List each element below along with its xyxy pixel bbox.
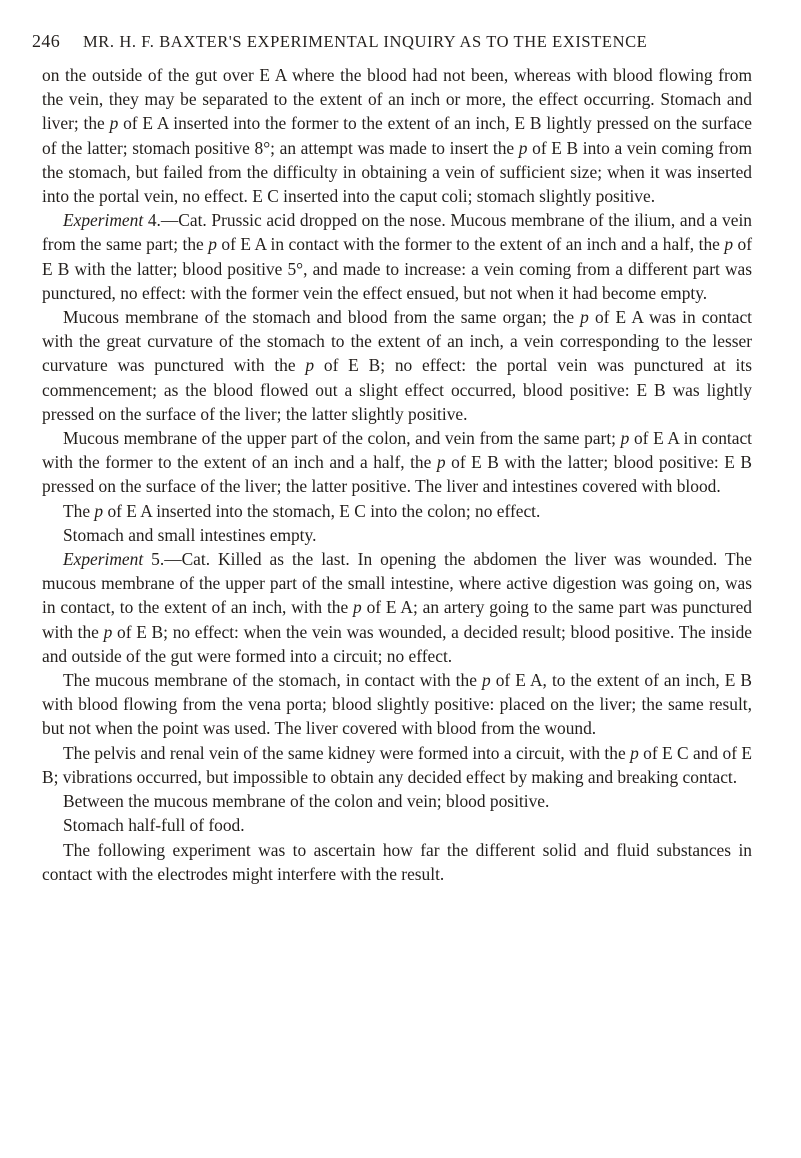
text-run: of E A; an artery going to the same part was punctured with the xyxy=(42,597,752,642)
paragraph xyxy=(42,547,752,668)
italic-text: p xyxy=(620,428,630,449)
text-run: of E B; no effect: when the vein was wounded, a decided result; blood positive. The inside and outside of the gut were formed into a circuit; no effect. xyxy=(42,621,753,666)
text-run: of E B with the latter; blood positive 5°, and made to increase: a vein coming from a different part was punctured, no effect: with the former vein the effect ensued, but not when it had become empty. xyxy=(42,234,752,303)
text-run: The mucous membrane of the stomach, in contact with the xyxy=(63,670,482,691)
paragraph xyxy=(42,426,752,499)
italic-text: p xyxy=(94,500,104,521)
paragraph xyxy=(42,789,752,813)
running-title: MR. H. F. BAXTER'S EXPERIMENTAL INQUIRY AS TO THE EXISTENCE xyxy=(83,32,648,51)
text-run: of E A inserted into the stomach, E C into the colon; no effect. xyxy=(103,500,541,521)
italic-text: p xyxy=(208,234,217,255)
text-run: on the outside of the gut over E A where the blood had not been, whereas with blood flowing from the vein, they may be separated to the extent of an inch or more, the effect occurring. Stomach and liver; the xyxy=(42,65,752,134)
body-text xyxy=(42,63,752,886)
text-run: Mucous membrane of the stomach and blood from the same organ; the xyxy=(63,307,581,328)
text-run: of E A inserted into the former to the extent of an inch, E B lightly pressed on the surface of the latter; stomach positive 8°; an attempt was made to insert the xyxy=(42,113,752,158)
text-run: 5.—Cat. Killed as the last. In opening the abdomen the liver was wounded. The mucous membrane of the upper part of the small intestine, where active digestion was going on, was in contact, to the extent of an inch, with the xyxy=(42,549,752,618)
text-run: of E A, to the extent of an inch, E B with blood flowing from the vena porta; blood slightly positive: placed on the liver; the same result, but not when the point was used. The liver covered with blood from the wound. xyxy=(42,670,752,739)
italic-text: p xyxy=(481,670,491,691)
text-run: of E A in contact with the former to the extent of an inch and a half, the xyxy=(216,234,725,255)
paragraph xyxy=(42,499,752,523)
paragraph xyxy=(42,668,752,741)
paragraph xyxy=(42,813,752,837)
italic-text: Experiment xyxy=(63,549,144,570)
italic-text: p xyxy=(580,307,589,328)
paragraph xyxy=(42,208,752,305)
text-run: The xyxy=(63,500,95,521)
text-run: of E A was in contact with the great curvature of the stomach to the extent of an inch, a vein corresponding to the lesser curvature was punctured with the xyxy=(42,307,752,376)
page-number: 246 xyxy=(32,31,61,51)
italic-text: p xyxy=(630,742,639,763)
text-run: Between the mucous membrane of the colon and vein; blood positive. xyxy=(63,791,550,812)
text-run: of E A in contact with the former to the extent of an inch and a half, the xyxy=(42,428,752,473)
paragraph xyxy=(42,305,752,426)
text-run: Stomach half-full of food. xyxy=(63,815,245,836)
paragraph xyxy=(42,523,752,547)
text-run: Mucous membrane of the upper part of the colon, and vein from the same part; xyxy=(63,428,621,449)
italic-text: p xyxy=(724,234,734,255)
italic-text: p xyxy=(109,113,119,134)
text-run: of E C and of E B; vibrations occurred, but impossible to obtain any decided effect by making and breaking contact. xyxy=(42,742,753,787)
paragraph xyxy=(42,838,752,886)
paragraph xyxy=(42,63,752,208)
text-run: of E B; no effect: the portal vein was punctured at its commencement; as the blood flowed out a slight effect occurred, blood positive: E B was lightly pressed on the surface of the liver; the latter slightly positive. xyxy=(42,355,752,424)
text-run: of E B into a vein coming from the stomach, but failed from the difficulty in obtaining a vein of sufficient size; when it was inserted into the portal vein, no effect. E C inserted into the caput coli; stomach slightly positive. xyxy=(42,137,752,207)
italic-text: p xyxy=(518,137,528,158)
text-run: The following experiment was to ascertain how far the different solid and fluid substances in contact with the electrodes might interfere with the result. xyxy=(42,839,752,884)
text-run: of E B with the latter; blood positive: E B pressed on the surface of the liver; the latter positive. The liver and intestines covered with blood. xyxy=(42,452,753,497)
italic-text: p xyxy=(353,597,362,618)
text-run: Stomach and small intestines empty. xyxy=(63,524,317,545)
italic-text: p xyxy=(103,621,113,642)
page-header xyxy=(32,31,756,57)
text-run: 4.—Cat. Prussic acid dropped on the nose. Mucous membrane of the ilium, and a vein from the same part; the xyxy=(42,210,752,255)
text-run: The pelvis and renal vein of the same kidney were formed into a circuit, with the xyxy=(63,742,631,763)
italic-text: Experiment xyxy=(63,210,144,231)
italic-text: p xyxy=(436,452,446,473)
italic-text: p xyxy=(305,355,315,376)
paragraph xyxy=(42,741,752,789)
